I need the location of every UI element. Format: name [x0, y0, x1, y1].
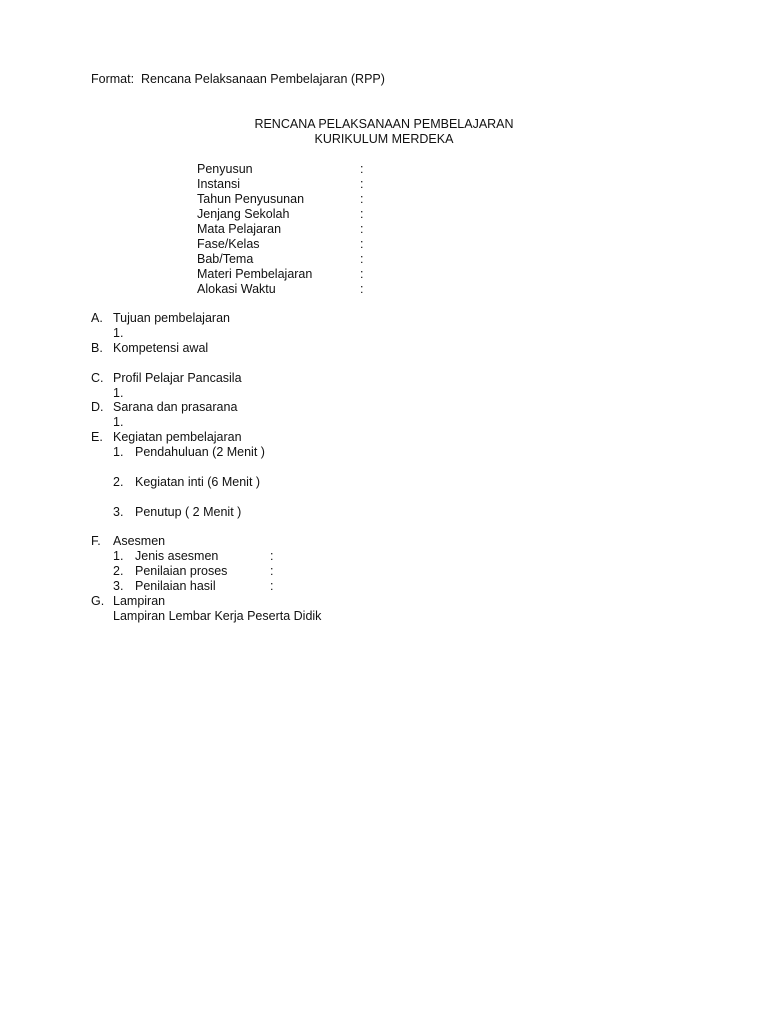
identity-colon: : [360, 267, 364, 281]
section-g-title: Lampiran [113, 594, 166, 608]
section-f-colon: : [270, 549, 274, 563]
section-e-item-number: 2. [113, 475, 124, 489]
section-f-letter: F. [91, 534, 101, 548]
format-line [91, 72, 385, 87]
identity-colon: : [360, 162, 364, 176]
identity-colon: : [360, 192, 364, 206]
section-a-item: 1. [113, 326, 124, 340]
section-f-item-number: 2. [113, 564, 124, 578]
section-c-item: 1. [113, 386, 124, 400]
section-b-title: Kompetensi awal [113, 341, 209, 355]
identity-colon: : [360, 177, 364, 191]
section-f-colon: : [270, 579, 274, 593]
identity-field-instansi: Instansi [197, 177, 241, 191]
section-a-letter: A. [91, 311, 103, 325]
identity-colon: : [360, 282, 364, 296]
identity-field-mapel: Mata Pelajaran [197, 222, 282, 236]
section-f-item-number: 1. [113, 549, 124, 563]
section-e-item-penutup: Penutup ( 2 Menit ) [135, 505, 242, 519]
identity-colon: : [360, 222, 364, 236]
section-f-item-jenis-asesmen: Jenis asesmen [135, 549, 219, 563]
section-d-letter: D. [91, 400, 104, 414]
section-e-item-number: 3. [113, 505, 124, 519]
section-e-item-kegiatan-inti: Kegiatan inti (6 Menit ) [135, 475, 261, 489]
identity-field-materi: Materi Pembelajaran [197, 267, 313, 281]
identity-colon: : [360, 237, 364, 251]
section-f-item-penilaian-hasil: Penilaian hasil [135, 579, 216, 593]
section-f-item-penilaian-proses: Penilaian proses [135, 564, 228, 578]
section-f-title: Asesmen [113, 534, 166, 548]
identity-field-tahun: Tahun Penyusunan [197, 192, 305, 206]
format-value: Rencana Pelaksanaan Pembelajaran (RPP) [141, 72, 385, 86]
section-e-title: Kegiatan pembelajaran [113, 430, 242, 444]
format-label: Format: [91, 72, 135, 86]
document-subtitle: KURIKULUM MERDEKA [314, 132, 454, 146]
section-b-letter: B. [91, 341, 103, 355]
identity-field-penyusun: Penyusun [197, 162, 253, 176]
identity-field-jenjang: Jenjang Sekolah [197, 207, 290, 221]
section-g-letter: G. [91, 594, 105, 608]
identity-field-bab: Bab/Tema [197, 252, 254, 266]
section-c-letter: C. [91, 371, 104, 385]
section-a-title: Tujuan pembelajaran [113, 311, 230, 325]
section-e-item-pendahuluan: Pendahuluan (2 Menit ) [135, 445, 265, 459]
identity-field-fase: Fase/Kelas [197, 237, 260, 251]
identity-colon: : [360, 207, 364, 221]
section-d-item: 1. [113, 415, 124, 429]
section-f-item-number: 3. [113, 579, 124, 593]
document-title: RENCANA PELAKSANAAN PEMBELAJARAN [254, 117, 514, 131]
section-e-item-number: 1. [113, 445, 124, 459]
section-c-title: Profil Pelajar Pancasila [113, 371, 242, 385]
identity-field-alokasi: Alokasi Waktu [197, 282, 276, 296]
section-e-letter: E. [91, 430, 103, 444]
identity-colon: : [360, 252, 364, 266]
section-d-title: Sarana dan prasarana [113, 400, 238, 414]
section-f-colon: : [270, 564, 274, 578]
section-g-detail: Lampiran Lembar Kerja Peserta Didik [113, 609, 322, 623]
